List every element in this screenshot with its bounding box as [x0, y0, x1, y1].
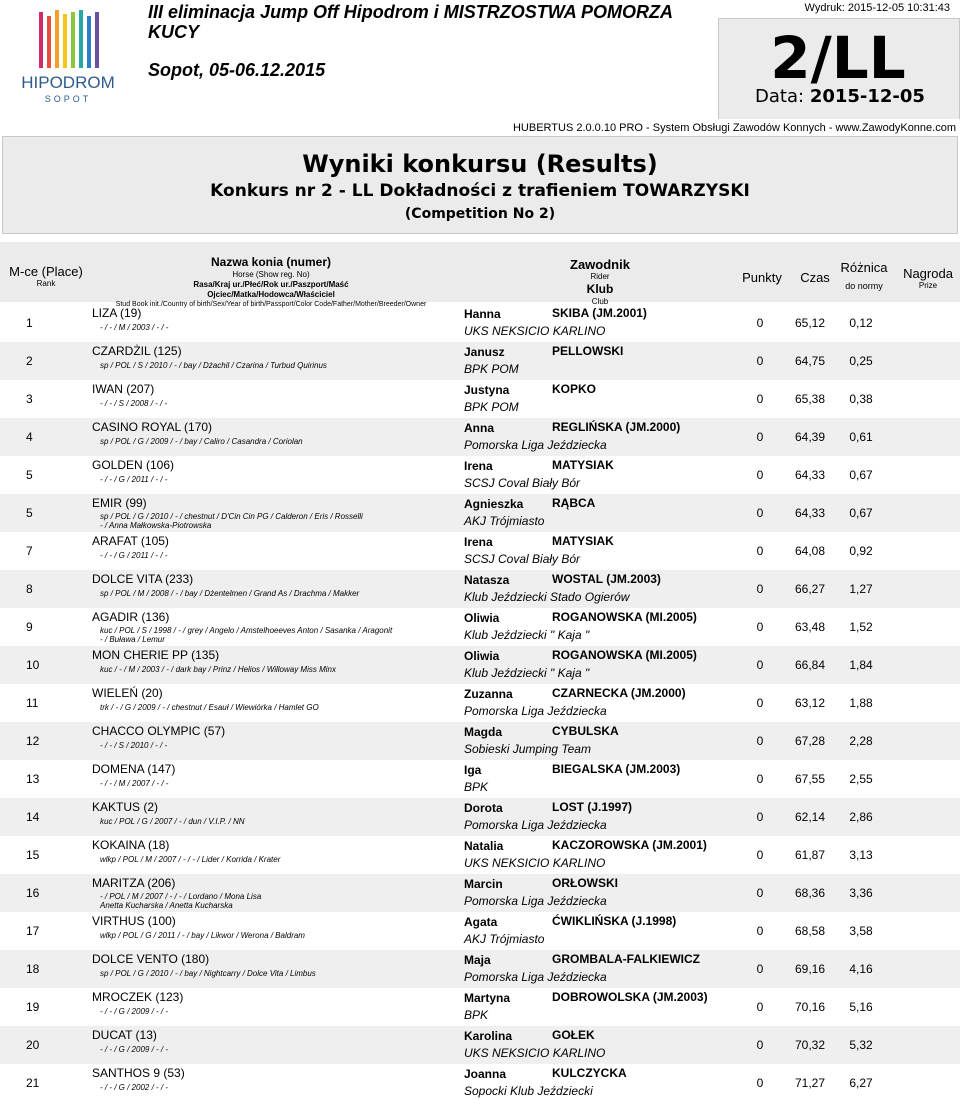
- horse-details: - / - / G / 2009 / - / -: [100, 1007, 169, 1016]
- difference-cell: 4,16: [849, 962, 873, 976]
- horse-details: sp / POL / G / 2010 / - / bay / Nightcarry / Dolce Vita / Limbus: [100, 969, 316, 978]
- points-cell: 0: [756, 1038, 764, 1052]
- rider-first-name: Zuzanna: [464, 687, 513, 701]
- time-cell: 68,36: [794, 886, 826, 900]
- time-cell: 64,33: [794, 468, 826, 482]
- points-cell: 0: [756, 810, 764, 824]
- difference-cell: 2,28: [849, 734, 873, 748]
- table-row: [0, 304, 960, 342]
- rank-cell: 9: [26, 620, 33, 634]
- horse-details: - / POL / M / 2007 / - / - / Lordano / Mona Lisa: [100, 892, 262, 901]
- points-cell: 0: [756, 620, 764, 634]
- rank-cell: 12: [26, 734, 40, 748]
- difference-cell: 0,67: [849, 468, 873, 482]
- difference-cell: 6,27: [849, 1076, 873, 1090]
- rank-cell: 11: [26, 696, 39, 710]
- difference-cell: 1,88: [849, 696, 873, 710]
- competition-number: (Competition No 2): [404, 206, 556, 222]
- rider-last-name: WOSTAL (JM.2003): [552, 572, 661, 586]
- horse-name: DOLCE VITA (233): [92, 572, 194, 586]
- points-cell: 0: [756, 582, 764, 596]
- horse-details: - / - / G / 2011 / - / -: [100, 475, 168, 484]
- table-row: [0, 760, 960, 798]
- club-name: BPK POM: [464, 400, 519, 414]
- points-cell: 0: [756, 962, 764, 976]
- rider-last-name: GOŁEK: [552, 1028, 595, 1042]
- rider-first-name: Agata: [464, 915, 498, 929]
- col-horse-label: Nazwa konia (numer): [210, 255, 332, 269]
- horse-details: sp / POL / G / 2010 / - / chestnut / D'Cin Cin PG / Calderon / Eris / Rosselli: [100, 512, 363, 521]
- time-cell: 69,16: [794, 962, 826, 976]
- time-cell: 66,27: [794, 582, 826, 596]
- club-name: Sopocki Klub Jeździecki: [464, 1084, 593, 1098]
- rider-first-name: Joanna: [464, 1067, 507, 1081]
- points-cell: 0: [756, 772, 764, 786]
- table-row: [0, 608, 960, 646]
- rank-cell: 10: [26, 658, 40, 672]
- horse-name: IWAN (207): [92, 382, 155, 396]
- table-row: [0, 722, 960, 760]
- col-diff: [832, 260, 896, 293]
- horse-owner: - / Buława / Lemur: [100, 635, 165, 644]
- col-time: [795, 270, 835, 285]
- col-horse-sub: Horse (Show reg. No): [232, 270, 310, 279]
- rank-cell: 16: [26, 886, 40, 900]
- club-name: AKJ Trójmiasto: [464, 932, 545, 946]
- difference-cell: 0,25: [849, 354, 873, 368]
- rider-first-name: Iga: [464, 763, 482, 777]
- rank-cell: 5: [26, 468, 33, 482]
- rider-last-name: MATYSIAK: [552, 534, 614, 548]
- rider-first-name: Oliwia: [464, 611, 500, 625]
- club-name: Pomorska Liga Jeździecka: [464, 818, 607, 832]
- difference-cell: 1,84: [849, 658, 873, 672]
- rider-last-name: RĄBCA: [552, 496, 596, 510]
- rider-first-name: Magda: [464, 725, 503, 739]
- horse-name: DUCAT (13): [92, 1028, 157, 1042]
- col-diff-sub: do normy: [845, 281, 883, 291]
- col-points-label: Punkty: [742, 270, 782, 285]
- rider-last-name: GROMBALA-FALKIEWICZ: [552, 952, 700, 966]
- horse-details: sp / POL / M / 2008 / - / bay / Dżentelmen / Grand As / Drachma / Makker: [100, 589, 360, 598]
- date-label: Data:: [755, 86, 805, 107]
- col-prize-sub: Prize: [918, 281, 938, 290]
- club-name: SCSJ Coval Biały Bór: [464, 476, 581, 490]
- logo-subtext: SOPOT: [44, 94, 92, 104]
- rank-cell: 15: [26, 848, 40, 862]
- time-cell: 61,87: [794, 848, 826, 862]
- rider-first-name: Hanna: [464, 307, 501, 321]
- col-horse-legend: Stud Book init./Country of birth/Sex/Year of birth/Passport/Color Code/Father/Mother/Breeder/Owner: [115, 301, 427, 308]
- rank-cell: 20: [26, 1038, 40, 1052]
- club-name: BPK POM: [464, 362, 519, 376]
- competition-name: Konkurs nr 2 - LL Dokładności z trafieniem TOWARZYSKI: [210, 181, 750, 201]
- table-row: [0, 456, 960, 494]
- points-cell: 0: [756, 316, 764, 330]
- event-dates: Sopot, 05-06.12.2015: [148, 60, 326, 80]
- time-cell: 62,14: [794, 810, 826, 824]
- club-name: UKS NEKSICIO KARLINO: [464, 324, 606, 338]
- points-cell: 0: [756, 1076, 764, 1090]
- table-row: [0, 1026, 960, 1064]
- time-cell: 64,39: [794, 430, 826, 444]
- time-cell: 63,12: [794, 696, 826, 710]
- rider-first-name: Agnieszka: [464, 497, 524, 511]
- horse-details: - / - / S / 2010 / - / -: [100, 741, 168, 750]
- club-name: Klub Jeździecki Stado Ogierów: [464, 590, 630, 604]
- time-cell: 64,08: [794, 544, 826, 558]
- table-row: [0, 798, 960, 836]
- difference-cell: 3,36: [849, 886, 873, 900]
- rank-cell: 5: [26, 506, 33, 520]
- difference-cell: 0,67: [849, 506, 873, 520]
- difference-cell: 0,12: [849, 316, 873, 330]
- rider-first-name: Irena: [464, 535, 493, 549]
- competition-date: [730, 86, 950, 107]
- horse-details: trk / - / G / 2009 / - / chestnut / Esauł / Wiewiórka / Hamlet GO: [100, 703, 319, 712]
- results-title: Wyniki konkursu (Results): [302, 150, 658, 178]
- rider-last-name: KULCZYCKA: [552, 1066, 627, 1080]
- rank-cell: 4: [26, 430, 33, 444]
- club-name: SCSJ Coval Biały Bór: [464, 552, 581, 566]
- time-cell: 70,16: [794, 1000, 826, 1014]
- rider-last-name: ROGANOWSKA (MI.2005): [552, 648, 697, 662]
- horse-details: - / - / G / 2009 / - / -: [100, 1045, 169, 1054]
- table-row: [0, 646, 960, 684]
- col-rider-label: Zawodnik: [570, 257, 630, 272]
- table-row: [0, 874, 960, 912]
- rider-last-name: ORŁOWSKI: [552, 876, 618, 890]
- horse-name: SANTHOS 9 (53): [92, 1066, 185, 1080]
- horse-name: CHACCO OLYMPIC (57): [92, 724, 226, 738]
- points-cell: 0: [756, 658, 764, 672]
- rider-last-name: SKIBA (JM.2001): [552, 306, 647, 320]
- col-club-sub: Club: [591, 297, 609, 306]
- col-horse-details: Rasa/Kraj ur./Płeć/Rok ur./Paszport/Maść: [193, 280, 349, 289]
- rider-last-name: DOBROWOLSKA (JM.2003): [552, 990, 708, 1004]
- rider-first-name: Justyna: [464, 383, 510, 397]
- club-name: Klub Jeździecki " Kaja ": [464, 666, 590, 680]
- table-row: [0, 342, 960, 380]
- table-row: [0, 912, 960, 950]
- time-cell: 67,28: [794, 734, 826, 748]
- time-cell: 65,12: [794, 316, 826, 330]
- table-row: [0, 1064, 960, 1102]
- rider-last-name: BIEGALSKA (JM.2003): [552, 762, 681, 776]
- difference-cell: 2,86: [849, 810, 873, 824]
- rider-first-name: Natasza: [464, 573, 510, 587]
- horse-details: kuc / POL / G / 2007 / - / dun / V.I.P. / NN: [100, 817, 245, 826]
- rider-last-name: CZARNECKA (JM.2000): [552, 686, 686, 700]
- table-row: [0, 532, 960, 570]
- club-name: UKS NEKSICIO KARLINO: [464, 1046, 606, 1060]
- rider-last-name: ROGANOWSKA (MI.2005): [552, 610, 697, 624]
- points-cell: 0: [756, 544, 764, 558]
- time-cell: 71,27: [794, 1076, 826, 1090]
- time-cell: 63,48: [794, 620, 826, 634]
- difference-cell: 3,58: [849, 924, 873, 938]
- difference-cell: 1,52: [849, 620, 873, 634]
- horse-name: LIZA (19): [92, 306, 142, 320]
- date-value: 2015-12-05: [809, 86, 925, 107]
- col-place-label: M-ce (Place): [9, 264, 83, 279]
- time-cell: 64,33: [794, 506, 826, 520]
- rider-first-name: Oliwia: [464, 649, 500, 663]
- col-horse: [92, 255, 450, 310]
- rank-cell: 8: [26, 582, 33, 596]
- time-cell: 67,55: [794, 772, 826, 786]
- column-header-row: [0, 242, 960, 308]
- rank-cell: 18: [26, 962, 40, 976]
- col-diff-label: Różnica: [840, 260, 888, 275]
- club-name: AKJ Trójmiasto: [464, 514, 545, 528]
- rank-cell: 1: [26, 316, 33, 330]
- horse-name: AGADIR (136): [92, 610, 170, 624]
- club-name: BPK: [464, 780, 489, 794]
- horse-details: - / - / M / 2003 / - / -: [100, 323, 169, 332]
- rank-cell: 19: [26, 1000, 40, 1014]
- horse-details: - / - / M / 2007 / - / -: [100, 779, 169, 788]
- horse-details: sp / POL / S / 2010 / - / bay / Dżachil / Czarina / Turbud Quirinus: [100, 361, 327, 370]
- rider-last-name: MATYSIAK: [552, 458, 614, 472]
- logo-text: HIPODROM: [21, 73, 115, 92]
- points-cell: 0: [756, 886, 764, 900]
- points-cell: 0: [756, 392, 764, 406]
- rider-first-name: Natalia: [464, 839, 504, 853]
- horse-details: - / - / S / 2008 / - / -: [100, 399, 168, 408]
- rider-first-name: Irena: [464, 459, 493, 473]
- col-prize-label: Nagroda: [903, 266, 953, 281]
- difference-cell: 0,92: [849, 544, 873, 558]
- horse-owner: - / Anna Małkowska-Piotrowska: [100, 521, 212, 530]
- points-cell: 0: [756, 734, 764, 748]
- rider-last-name: CYBULSKA: [552, 724, 619, 738]
- rank-cell: 7: [26, 544, 33, 558]
- club-name: Pomorska Liga Jeździecka: [464, 438, 607, 452]
- rider-last-name: REGLIŃSKA (JM.2000): [552, 420, 681, 434]
- print-timestamp: Wydruk: 2015-12-05 10:31:43: [804, 2, 950, 14]
- rider-first-name: Janusz: [464, 345, 505, 359]
- rider-first-name: Maja: [464, 953, 491, 967]
- horse-name: DOMENA (147): [92, 762, 176, 776]
- difference-cell: 0,38: [849, 392, 873, 406]
- club-name: BPK: [464, 1008, 489, 1022]
- hipodrom-logo: [8, 6, 128, 108]
- club-name: Pomorska Liga Jeździecka: [464, 704, 607, 718]
- horse-details: - / - / G / 2011 / - / -: [100, 551, 168, 560]
- rank-cell: 3: [26, 392, 33, 406]
- rider-last-name: ĆWIKLIŃSKA (J.1998): [552, 914, 677, 928]
- rider-first-name: Marcin: [464, 877, 503, 891]
- horse-name: MARITZA (206): [92, 876, 176, 890]
- horse-name: KOKAINA (18): [92, 838, 170, 852]
- horse-name: ARAFAT (105): [92, 534, 169, 548]
- rank-cell: 2: [26, 354, 33, 368]
- difference-cell: 5,32: [849, 1038, 873, 1052]
- horse-owner: Anetta Kucharska / Anetta Kucharska: [100, 901, 233, 910]
- col-club-label: Klub: [586, 282, 614, 296]
- time-cell: 70,32: [794, 1038, 826, 1052]
- rider-last-name: PELLOWSKI: [552, 344, 624, 358]
- club-name: Klub Jeździecki " Kaja ": [464, 628, 590, 642]
- table-row: [0, 988, 960, 1026]
- horse-name: KAKTUS (2): [92, 800, 159, 814]
- time-cell: 65,38: [794, 392, 826, 406]
- col-rider-sub: Rider: [590, 272, 610, 281]
- horse-details: kuc / POL / S / 1998 / - / grey / Angelo / Amstelhoeeves Anton / Sasanka / Aragonit: [100, 626, 393, 635]
- points-cell: 0: [756, 1000, 764, 1014]
- horse-details: - / - / G / 2002 / - / -: [100, 1083, 169, 1092]
- table-row: [0, 684, 960, 722]
- horse-name: WIELEŃ (20): [92, 686, 163, 700]
- competition-code: 2/LL: [770, 24, 906, 92]
- difference-cell: 0,61: [849, 430, 873, 444]
- time-cell: 64,75: [794, 354, 826, 368]
- points-cell: 0: [756, 924, 764, 938]
- rider-last-name: KOPKO: [552, 382, 597, 396]
- table-row: [0, 950, 960, 988]
- col-time-label: Czas: [800, 270, 830, 285]
- difference-cell: 5,16: [849, 1000, 873, 1014]
- table-row: [0, 494, 960, 532]
- system-info: HUBERTUS 2.0.0.10 PRO - System Obsługi Zawodów Konnych - www.ZawodyKonne.com: [512, 122, 956, 134]
- points-cell: 0: [756, 696, 764, 710]
- rider-first-name: Dorota: [464, 801, 503, 815]
- horse-details: wlkp / POL / M / 2007 / - / - / Lider / Korrida / Krater: [100, 855, 281, 864]
- horse-name: EMIR (99): [92, 496, 147, 510]
- horse-name: GOLDEN (106): [92, 458, 175, 472]
- rank-cell: 21: [26, 1076, 40, 1090]
- col-rider: [540, 257, 660, 307]
- difference-cell: 3,13: [849, 848, 873, 862]
- col-place: [0, 264, 92, 289]
- club-name: Sobieski Jumping Team: [464, 742, 591, 756]
- rider-last-name: LOST (J.1997): [552, 800, 633, 814]
- points-cell: 0: [756, 354, 764, 368]
- horse-name: MROCZEK (123): [92, 990, 184, 1004]
- time-cell: 68,58: [794, 924, 826, 938]
- rank-cell: 13: [26, 772, 40, 786]
- table-row: [0, 418, 960, 456]
- event-title: III eliminacja Jump Off Hipodrom i MISTRZOSTWA POMORZA KUCY: [148, 2, 673, 42]
- difference-cell: 2,55: [849, 772, 873, 786]
- horse-name: MON CHERIE PP (135): [92, 648, 220, 662]
- rank-cell: 14: [26, 810, 40, 824]
- horse-name: CZARDŻIL (125): [92, 344, 182, 358]
- table-row: [0, 380, 960, 418]
- points-cell: 0: [756, 506, 764, 520]
- horse-details: sp / POL / G / 2009 / - / bay / Caliro / Casandra / Coriolan: [100, 437, 303, 446]
- rider-last-name: KACZOROWSKA (JM.2001): [552, 838, 707, 852]
- horse-name: CASINO ROYAL (170): [92, 420, 213, 434]
- hipodrom-logo-icon: [8, 6, 128, 108]
- rider-first-name: Anna: [464, 421, 494, 435]
- horse-details: kuc / - / M / 2003 / - / dark bay / Prinz / Helios / Willoway Miss Minx: [100, 665, 336, 674]
- rider-first-name: Karolina: [464, 1029, 513, 1043]
- horse-name: DOLCE VENTO (180): [92, 952, 210, 966]
- time-cell: 66,84: [794, 658, 826, 672]
- col-horse-owner: Ojciec/Matka/Hodowca/Właściciel: [207, 290, 335, 299]
- club-name: UKS NEKSICIO KARLINO: [464, 856, 606, 870]
- difference-cell: 1,27: [849, 582, 873, 596]
- col-points: [736, 270, 788, 285]
- club-name: Pomorska Liga Jeździecka: [464, 894, 607, 908]
- club-name: Pomorska Liga Jeździecka: [464, 970, 607, 984]
- col-place-sub: Rank: [36, 279, 56, 288]
- points-cell: 0: [756, 468, 764, 482]
- points-cell: 0: [756, 848, 764, 862]
- points-cell: 0: [756, 430, 764, 444]
- horse-details: wlkp / POL / G / 2011 / - / bay / Likwor / Werona / Baldram: [100, 931, 305, 940]
- table-row: [0, 570, 960, 608]
- horse-name: VIRTHUS (100): [92, 914, 176, 928]
- rider-first-name: Martyna: [464, 991, 511, 1005]
- rank-cell: 17: [26, 924, 40, 938]
- col-prize: [896, 266, 960, 291]
- table-row: [0, 836, 960, 874]
